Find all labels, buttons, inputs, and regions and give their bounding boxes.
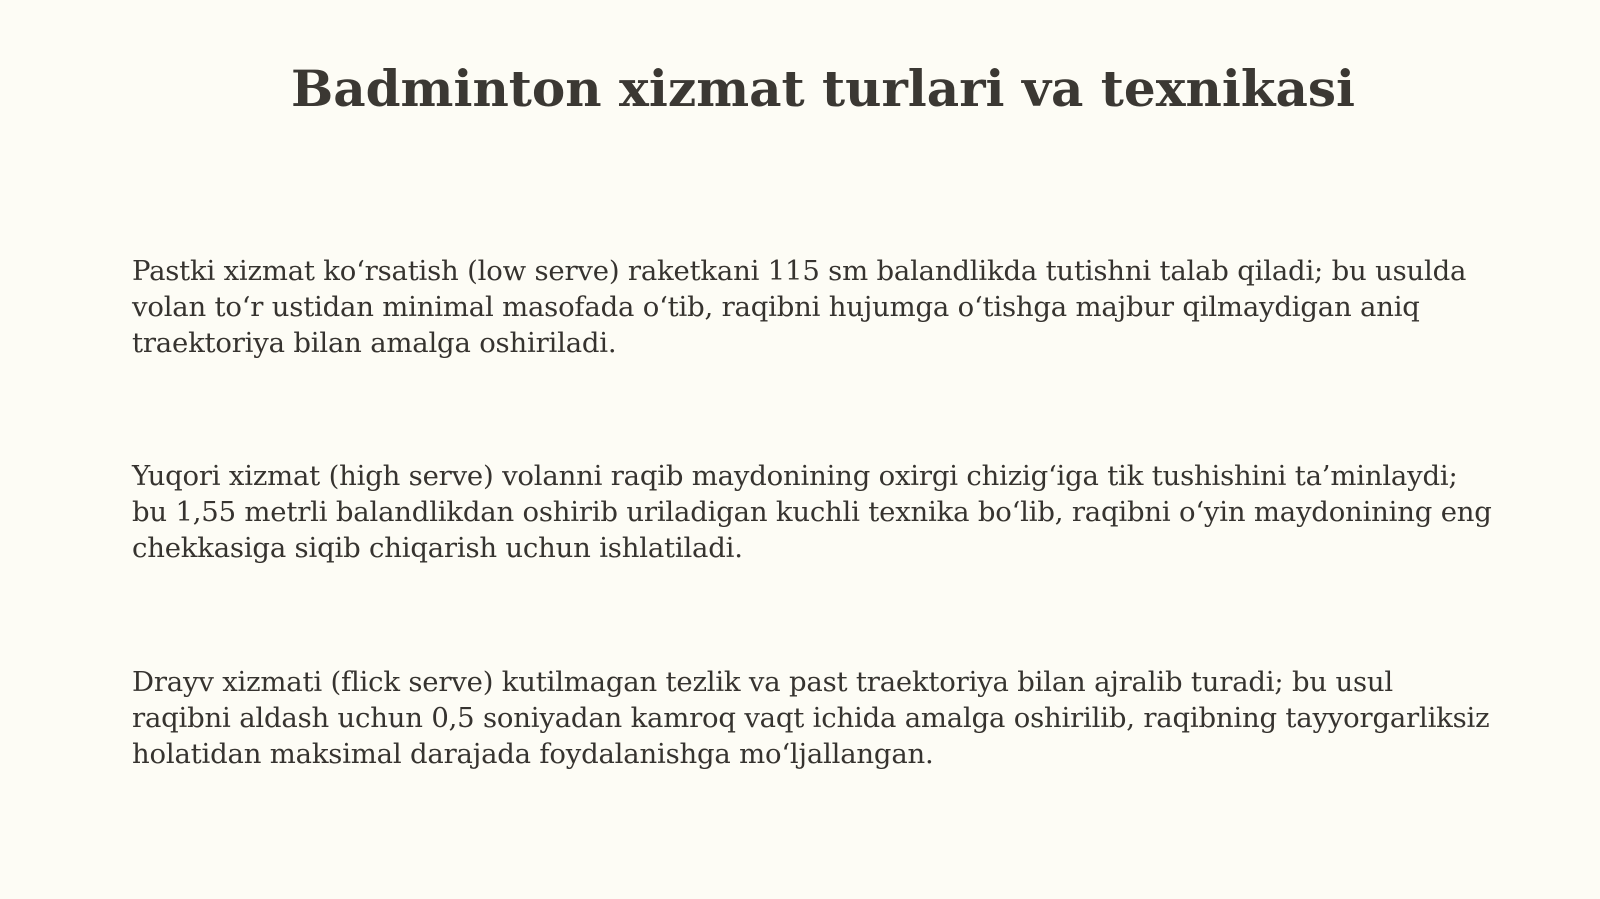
slide-title: Badminton xizmat turlari va texnikasi — [290, 59, 1356, 118]
paragraph-flick-serve: Drayv xizmati (flick serve) kutilmagan tezlik va past traektoriya bilan ajralib turadi; bu usul raqibni aldash uchun 0,5 soniyadan kamroq vaqt ichida amalga oshirilib, raqibning tayyorgarliksiz holatidan maksimal darajada foydalanishga mo‘ljallangan. — [132, 666, 1490, 770]
paragraph-low-serve: Pastki xizmat ko‘rsatish (low serve) raketkani 115 sm balandlikda tutishni talab qiladi; bu usulda volan to‘r ustidan minimal masofada o‘tib, raqibni hujumga o‘tishga majbur qilmaydigan aniq traektoriya bilan amalga oshiriladi. — [132, 255, 1467, 359]
paragraph-high-serve: Yuqori xizmat (high serve) volanni raqib maydonining oxirgi chizig‘iga tik tushishini ta’minlaydi; bu 1,55 metrli balandlikdan oshirib uriladigan kuchli texnika bo‘lib, raqibni o‘yin maydonining eng chekkasiga siqib chiqarish uchun ishlatiladi. — [132, 460, 1492, 564]
